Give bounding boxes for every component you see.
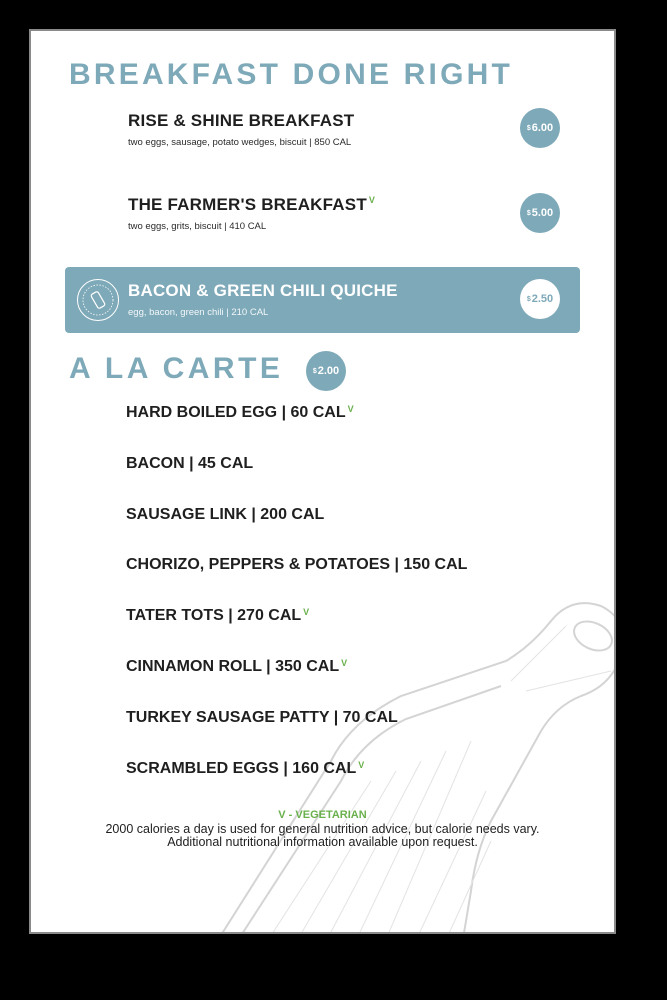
price-value: 5.00 bbox=[531, 207, 554, 219]
nutrition-note bbox=[31, 823, 614, 849]
menu-item-name: BACON & GREEN CHILI QUICHE bbox=[128, 281, 398, 300]
a-la-carte-item: SAUSAGE LINK | 200 CAL bbox=[126, 506, 325, 523]
price-value: 2.50 bbox=[531, 293, 554, 305]
menu-item-desc: two eggs, grits, biscuit | 410 CAL bbox=[128, 221, 267, 232]
price-symbol: $ bbox=[312, 367, 317, 375]
nutrition-note-line: Additional nutritional information available upon request. bbox=[167, 835, 478, 849]
a-la-carte-item: TATER TOTS | 270 CAL $^V$ bbox=[126, 607, 310, 624]
section-title-breakfast: BREAKFAST DONE RIGHT bbox=[69, 58, 514, 91]
menu-item-name: THE FARMER'S BREAKFAST bbox=[128, 195, 367, 214]
vegetarian-mark: V bbox=[358, 760, 365, 770]
price-symbol: $ bbox=[526, 209, 531, 217]
vegetarian-mark: V bbox=[347, 404, 354, 414]
vegetarian-mark: V bbox=[368, 195, 376, 205]
price-symbol: $ bbox=[526, 124, 531, 132]
menu-item bbox=[128, 111, 354, 148]
section-title-a-la-carte: A LA CARTE bbox=[69, 352, 284, 385]
price-badge bbox=[306, 351, 346, 391]
price-value: 6.00 bbox=[531, 122, 554, 134]
a-la-carte-item: CHORIZO, PEPPERS & POTATOES | 150 CAL bbox=[126, 556, 468, 573]
a-la-carte-item: TURKEY SAUSAGE PATTY | 70 CAL bbox=[126, 709, 398, 726]
a-la-carte-item: SCRAMBLED EGGS | 160 CAL $^V$ bbox=[126, 760, 365, 777]
signature-badge-icon bbox=[77, 279, 119, 321]
vegetarian-mark: V bbox=[303, 607, 310, 617]
menu-item bbox=[128, 195, 375, 232]
menu-item-name: RISE & SHINE BREAKFAST bbox=[128, 111, 355, 130]
price-value: 2.00 bbox=[317, 365, 340, 377]
menu-card bbox=[31, 31, 614, 932]
price-badge bbox=[520, 279, 560, 319]
nutrition-note-line: 2000 calories a day is used for general nutrition advice, but calorie needs vary. bbox=[105, 822, 540, 836]
price-symbol: $ bbox=[526, 295, 531, 303]
menu-item bbox=[128, 281, 398, 318]
a-la-carte-item: HARD BOILED EGG | 60 CAL $^V$ bbox=[126, 404, 354, 421]
a-la-carte-item: CINNAMON ROLL | 350 CAL $^V$ bbox=[126, 658, 348, 675]
vegetarian-mark: V bbox=[341, 658, 348, 668]
featured-item bbox=[65, 267, 580, 333]
a-la-carte-item: BACON | 45 CAL bbox=[126, 455, 254, 472]
menu-item-desc: egg, bacon, green chili | 210 CAL bbox=[128, 307, 269, 318]
price-badge bbox=[520, 108, 560, 148]
menu-item-desc: two eggs, sausage, potato wedges, biscuit | 850 CAL bbox=[128, 137, 352, 148]
vegetarian-legend: V - VEGETARIAN bbox=[278, 809, 367, 821]
price-badge bbox=[520, 193, 560, 233]
